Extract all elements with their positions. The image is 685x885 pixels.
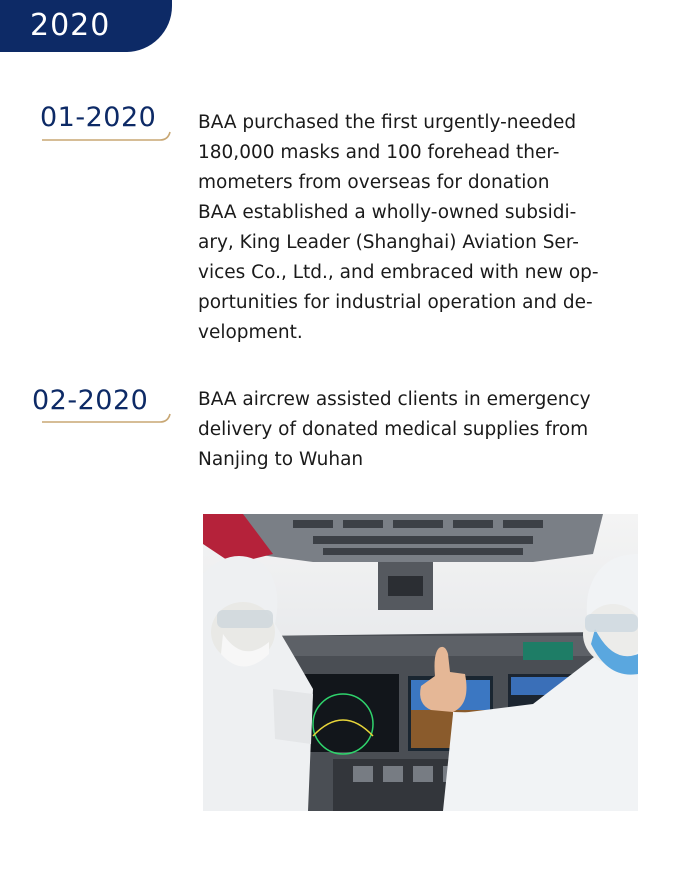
year-tab: 2020 xyxy=(0,0,172,52)
entry-date-2: 02-2020 xyxy=(32,385,149,416)
entry-text-1 xyxy=(198,108,638,348)
entry-text-2 xyxy=(198,385,638,475)
entry-1-paragraph-2: BAA established a wholly-owned subsidi- ary, King Leader (Shanghai) Aviation Ser- vices Co., Ltd., and embraced with new op- portunities for industrial operation and de- velopment. xyxy=(198,202,599,343)
date-underline-1 xyxy=(40,128,172,144)
entry-1-paragraph-1: BAA purchased the first urgently-needed 180,000 masks and 100 forehead ther- mometers from overseas for donation xyxy=(198,112,577,193)
entry-date-1: 01-2020 xyxy=(40,102,157,133)
cockpit-photo xyxy=(203,514,638,811)
entry-2-paragraph-1: BAA aircrew assisted clients in emergency delivery of donated medical supplies from Nanjing to Wuhan xyxy=(198,389,591,470)
date-underline-2 xyxy=(40,410,172,426)
